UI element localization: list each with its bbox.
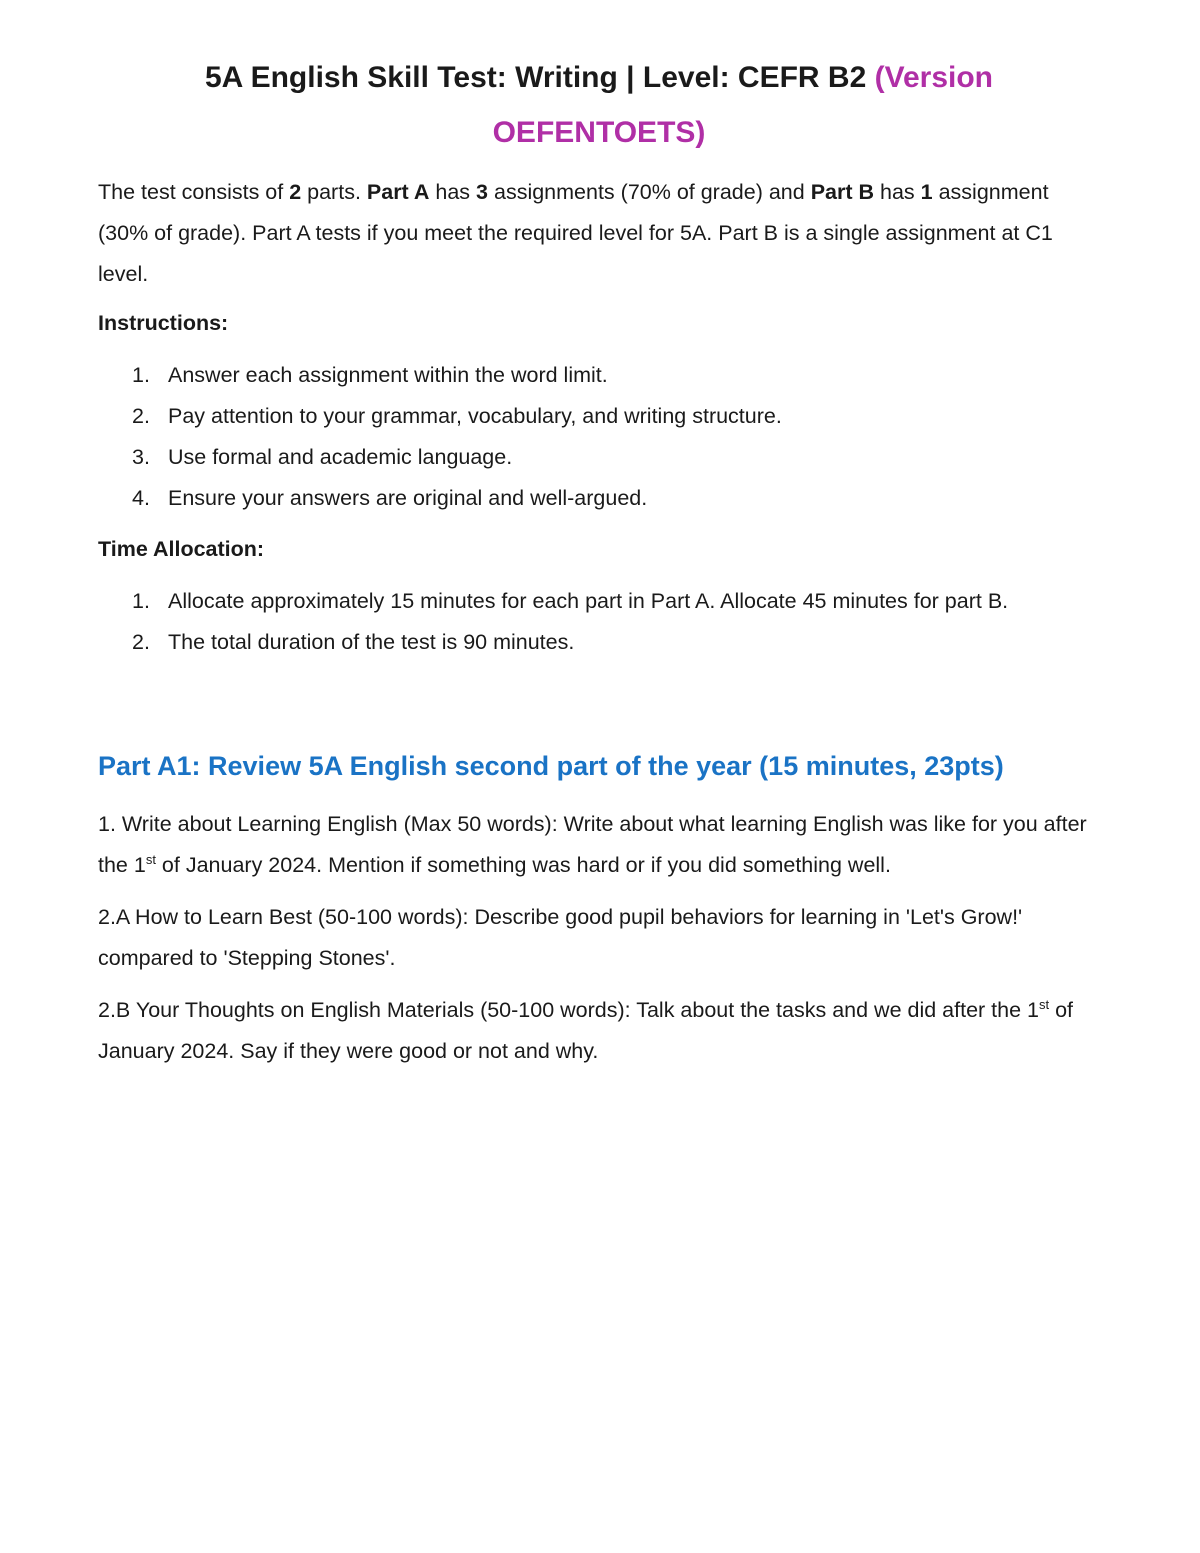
title-main: 5A English Skill Test: Writing | Level: CEFR B2: [205, 61, 875, 94]
task-2b: 2.B Your Thoughts on English Materials (50-100 words): Talk about the tasks and we did after the 1st of January 2024. Say if they were good or not and why.: [98, 996, 1074, 1063]
time-allocation-list: [98, 581, 1100, 663]
document-page: [98, 50, 1100, 1072]
list-item: 4. Ensure your answers are original and well-argued.: [132, 486, 648, 510]
time-allocation-heading: Time Allocation:: [98, 537, 265, 561]
document-title: [98, 50, 1100, 160]
list-item: 1. Allocate approximately 15 minutes for each part in Part A. Allocate 45 minutes for part B.: [132, 589, 1009, 613]
instructions-heading: Instructions:: [98, 311, 229, 335]
list-item: 2. Pay attention to your grammar, vocabulary, and writing structure.: [132, 404, 782, 428]
instructions-list: [98, 355, 1100, 519]
list-item: 2. The total duration of the test is 90 minutes.: [132, 630, 575, 654]
task-1: 1. Write about Learning English (Max 50 words): Write about what learning English was like for you after the 1st of January 2024. Mention if something was hard or if you did something well.: [98, 812, 1087, 877]
list-item: 3. Use formal and academic language.: [132, 445, 513, 469]
title-version: (Version OEFENTOETS): [492, 61, 993, 149]
list-item: 1. Answer each assignment within the word limit.: [132, 363, 608, 387]
task-2a: 2.A How to Learn Best (50-100 words): Describe good pupil behaviors for learning in 'Let's Grow!' compared to 'Stepping Stones'.: [98, 905, 1023, 970]
part-a1-heading: Part A1: Review 5A English second part of the year (15 minutes, 23pts): [98, 751, 1004, 781]
intro-paragraph: The test consists of 2 parts. Part A has 3 assignments (70% of grade) and Part B has 1 assignment (30% of grade). Part A tests if you meet the required level for 5A. Part B is a single assignment at C1 level.: [98, 180, 1053, 286]
